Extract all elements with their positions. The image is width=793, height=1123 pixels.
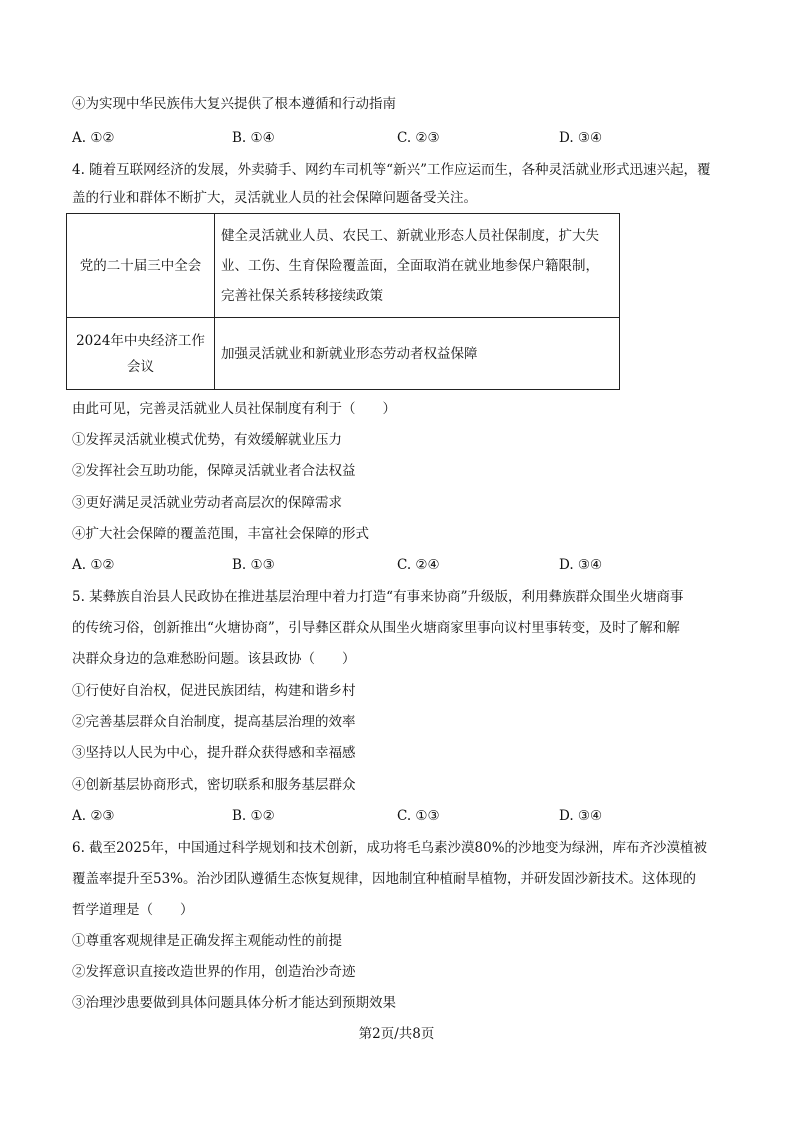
q6-stem-line-1: 6. 截至2025年，中国通过科学规划和技术创新，成功将毛乌素沙漠80%的沙地变为绿洲，库布齐沙漠植被 [72, 840, 708, 856]
q5-options [72, 806, 632, 826]
q5-option-c[interactable]: C. ①③ [397, 808, 440, 824]
q4-question: 由此可见，完善灵活就业人员社保制度有利于（ ） [72, 401, 396, 417]
policy-line: 健全灵活就业人员、农民工、新就业形态人员社保制度，扩大失 [221, 227, 599, 244]
q3-option-d[interactable]: D. ③④ [559, 130, 603, 146]
q5-stem-line-1: 5. 某彝族自治县人民政协在推进基层治理中着力打造“有事来协商”升级版，利用彝族群众围坐火塘商事 [72, 589, 684, 605]
q4-option-a[interactable]: A. ①② [72, 557, 115, 573]
q5-option-a[interactable]: A. ②③ [72, 808, 115, 824]
q5-stem-line-2: 的传统习俗，创新推出“火塘协商”，引导彝区群众从围坐火塘商家里事向议村里事转变，及时了解和解 [72, 620, 680, 636]
q4-option-c[interactable]: C. ②④ [397, 557, 440, 573]
q4-stem-line-2: 盖的行业和群体不断扩大，灵活就业人员的社会保障问题备受关注。 [72, 190, 477, 206]
q4-option-b[interactable]: B. ①③ [232, 557, 275, 573]
q6-item-3: ③治理沙患要做到具体问题具体分析才能达到预期效果 [72, 995, 396, 1011]
q4-stem-line-1: 4. 随着互联网经济的发展，外卖骑手、网约车司机等“新兴”工作应运而生，各种灵活就业形式迅速兴起，覆 [72, 162, 711, 178]
q4-item-4: ④扩大社会保障的覆盖范围，丰富社会保障的形式 [72, 526, 369, 542]
q4-option-d[interactable]: D. ③④ [559, 557, 603, 573]
q6-stem-line-3: 哲学道理是（ ） [72, 902, 194, 918]
q5-item-2: ②完善基层群众自治制度，提高基层治理的效率 [72, 714, 356, 730]
q5-item-3: ③坚持以人民为中心，提升群众获得感和幸福感 [72, 745, 356, 761]
q5-stem-line-3: 决群众身边的急难愁盼问题。该县政协（ ） [72, 651, 356, 667]
q4-item-3: ③更好满足灵活就业劳动者高层次的保障需求 [72, 495, 342, 511]
q4-policy-table [66, 213, 620, 390]
table-row [67, 214, 620, 318]
table-cell-policy [215, 214, 620, 318]
policy-line: 业、工伤、生育保险覆盖面，全面取消在就业地参保户籍限制， [221, 257, 599, 274]
q3-options [72, 128, 632, 148]
q5-option-d[interactable]: D. ③④ [559, 808, 603, 824]
page-number-footer: 第2页/共8页 [358, 1026, 435, 1042]
q4-options [72, 555, 632, 575]
q4-item-2: ②发挥社会互助功能，保障灵活就业者合法权益 [72, 463, 356, 479]
q3-option-b[interactable]: B. ①④ [232, 130, 275, 146]
q5-item-1: ①行使好自治权，促进民族团结，构建和谐乡村 [72, 683, 356, 699]
policy-line: 完善社保关系转移接续政策 [221, 287, 383, 304]
q3-option-c[interactable]: C. ②③ [397, 130, 440, 146]
q6-item-2: ②发挥意识直接改造世界的作用，创造治沙奇迹 [72, 964, 356, 980]
q4-item-1: ①发挥灵活就业模式优势，有效缓解就业压力 [72, 432, 342, 448]
table-row [67, 318, 620, 390]
q3-option-a[interactable]: A. ①② [72, 130, 115, 146]
q6-item-1: ①尊重客观规律是正确发挥主观能动性的前提 [72, 933, 342, 949]
meeting-name-line: 2024年中央经济工作 [76, 332, 205, 349]
q3-item-4: ④为实现中华民族伟大复兴提供了根本遵循和行动指南 [72, 96, 396, 112]
table-cell-meeting [67, 318, 215, 390]
q6-stem-line-2: 覆盖率提升至53%。治沙团队遵循生态恢复规律，因地制宜种植耐旱植物，并研发固沙新技术。这体现的 [72, 871, 697, 887]
q5-item-4: ④创新基层协商形式，密切联系和服务基层群众 [72, 777, 356, 793]
table-cell-policy [215, 318, 620, 390]
table-cell-meeting [67, 214, 215, 318]
meeting-name: 党的二十届三中全会 [79, 257, 202, 274]
policy-line: 加强灵活就业和新就业形态劳动者权益保障 [221, 345, 478, 362]
meeting-name-line: 会议 [127, 358, 154, 375]
q5-option-b[interactable]: B. ①② [232, 808, 275, 824]
